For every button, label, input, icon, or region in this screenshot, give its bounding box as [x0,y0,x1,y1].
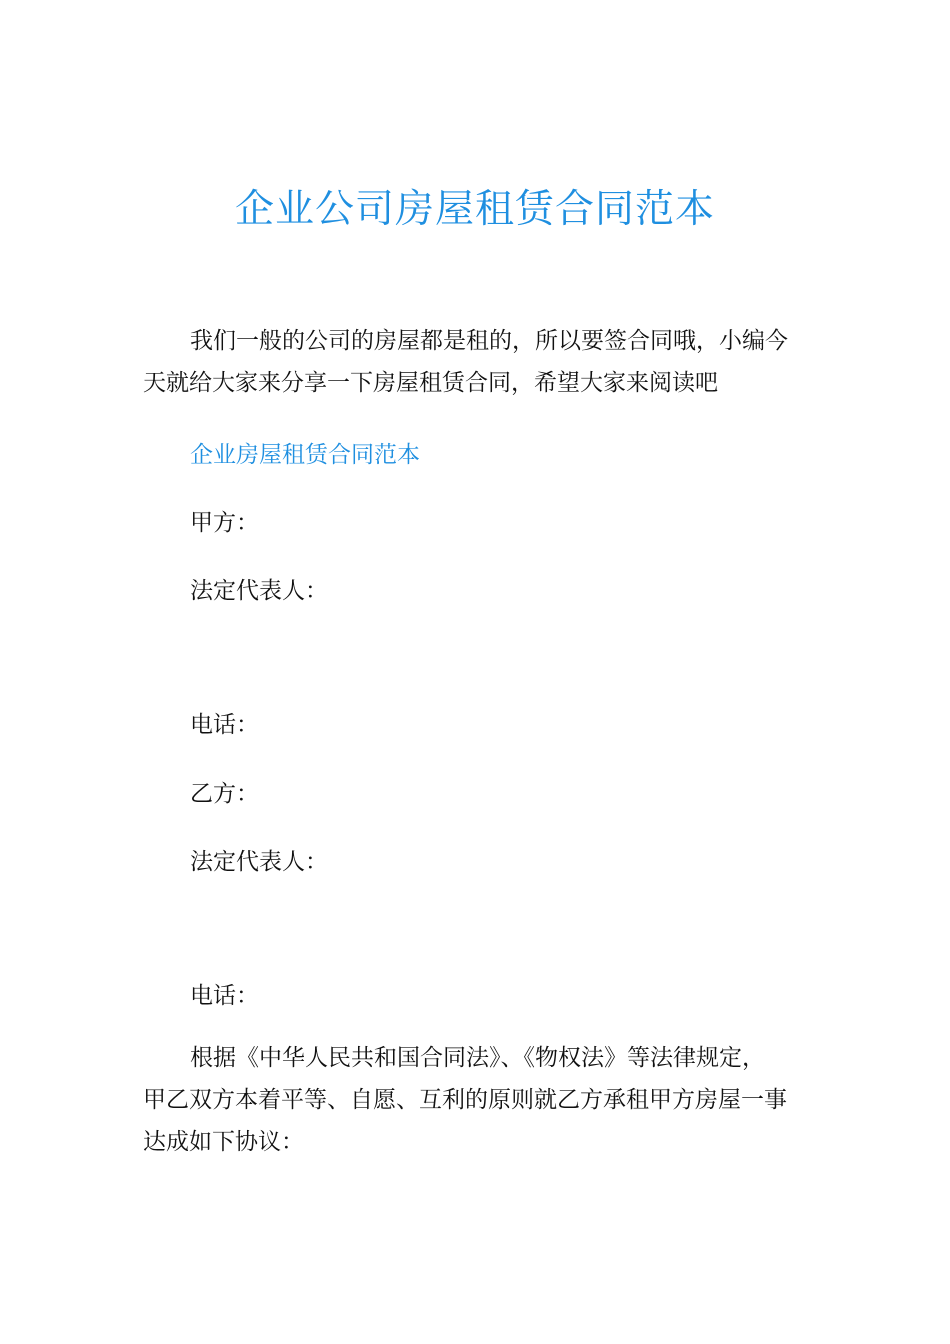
intro-line-1: 我们一般的公司的房屋都是租的，所以要签合同哦，小编今 [190,328,788,354]
section-subtitle: 企业房屋租赁合同范本 [190,442,420,468]
basis-line-3: 达成如下协议： [143,1129,304,1155]
basis-paragraph [143,1037,807,1163]
party-b-label: 乙方： [190,781,259,807]
party-b-rep-label: 法定代表人： [190,849,328,875]
basis-line-1: 根据《中华人民共和国合同法》、《物权法》等法律规定， [190,1045,765,1071]
party-a-label: 甲方： [190,510,259,536]
intro-paragraph [143,320,807,404]
intro-line-2: 天就给大家来分享一下房屋租赁合同，希望大家来阅读吧 [143,370,718,396]
party-a-rep-label: 法定代表人： [190,578,328,604]
basis-line-2: 甲乙双方本着平等、自愿、互利的原则就乙方承租甲方房屋一事 [143,1087,787,1113]
document-title: 企业公司房屋租赁合同范本 [234,187,715,232]
party-b-phone-label: 电话： [190,983,259,1009]
party-a-phone-label: 电话： [190,712,259,738]
